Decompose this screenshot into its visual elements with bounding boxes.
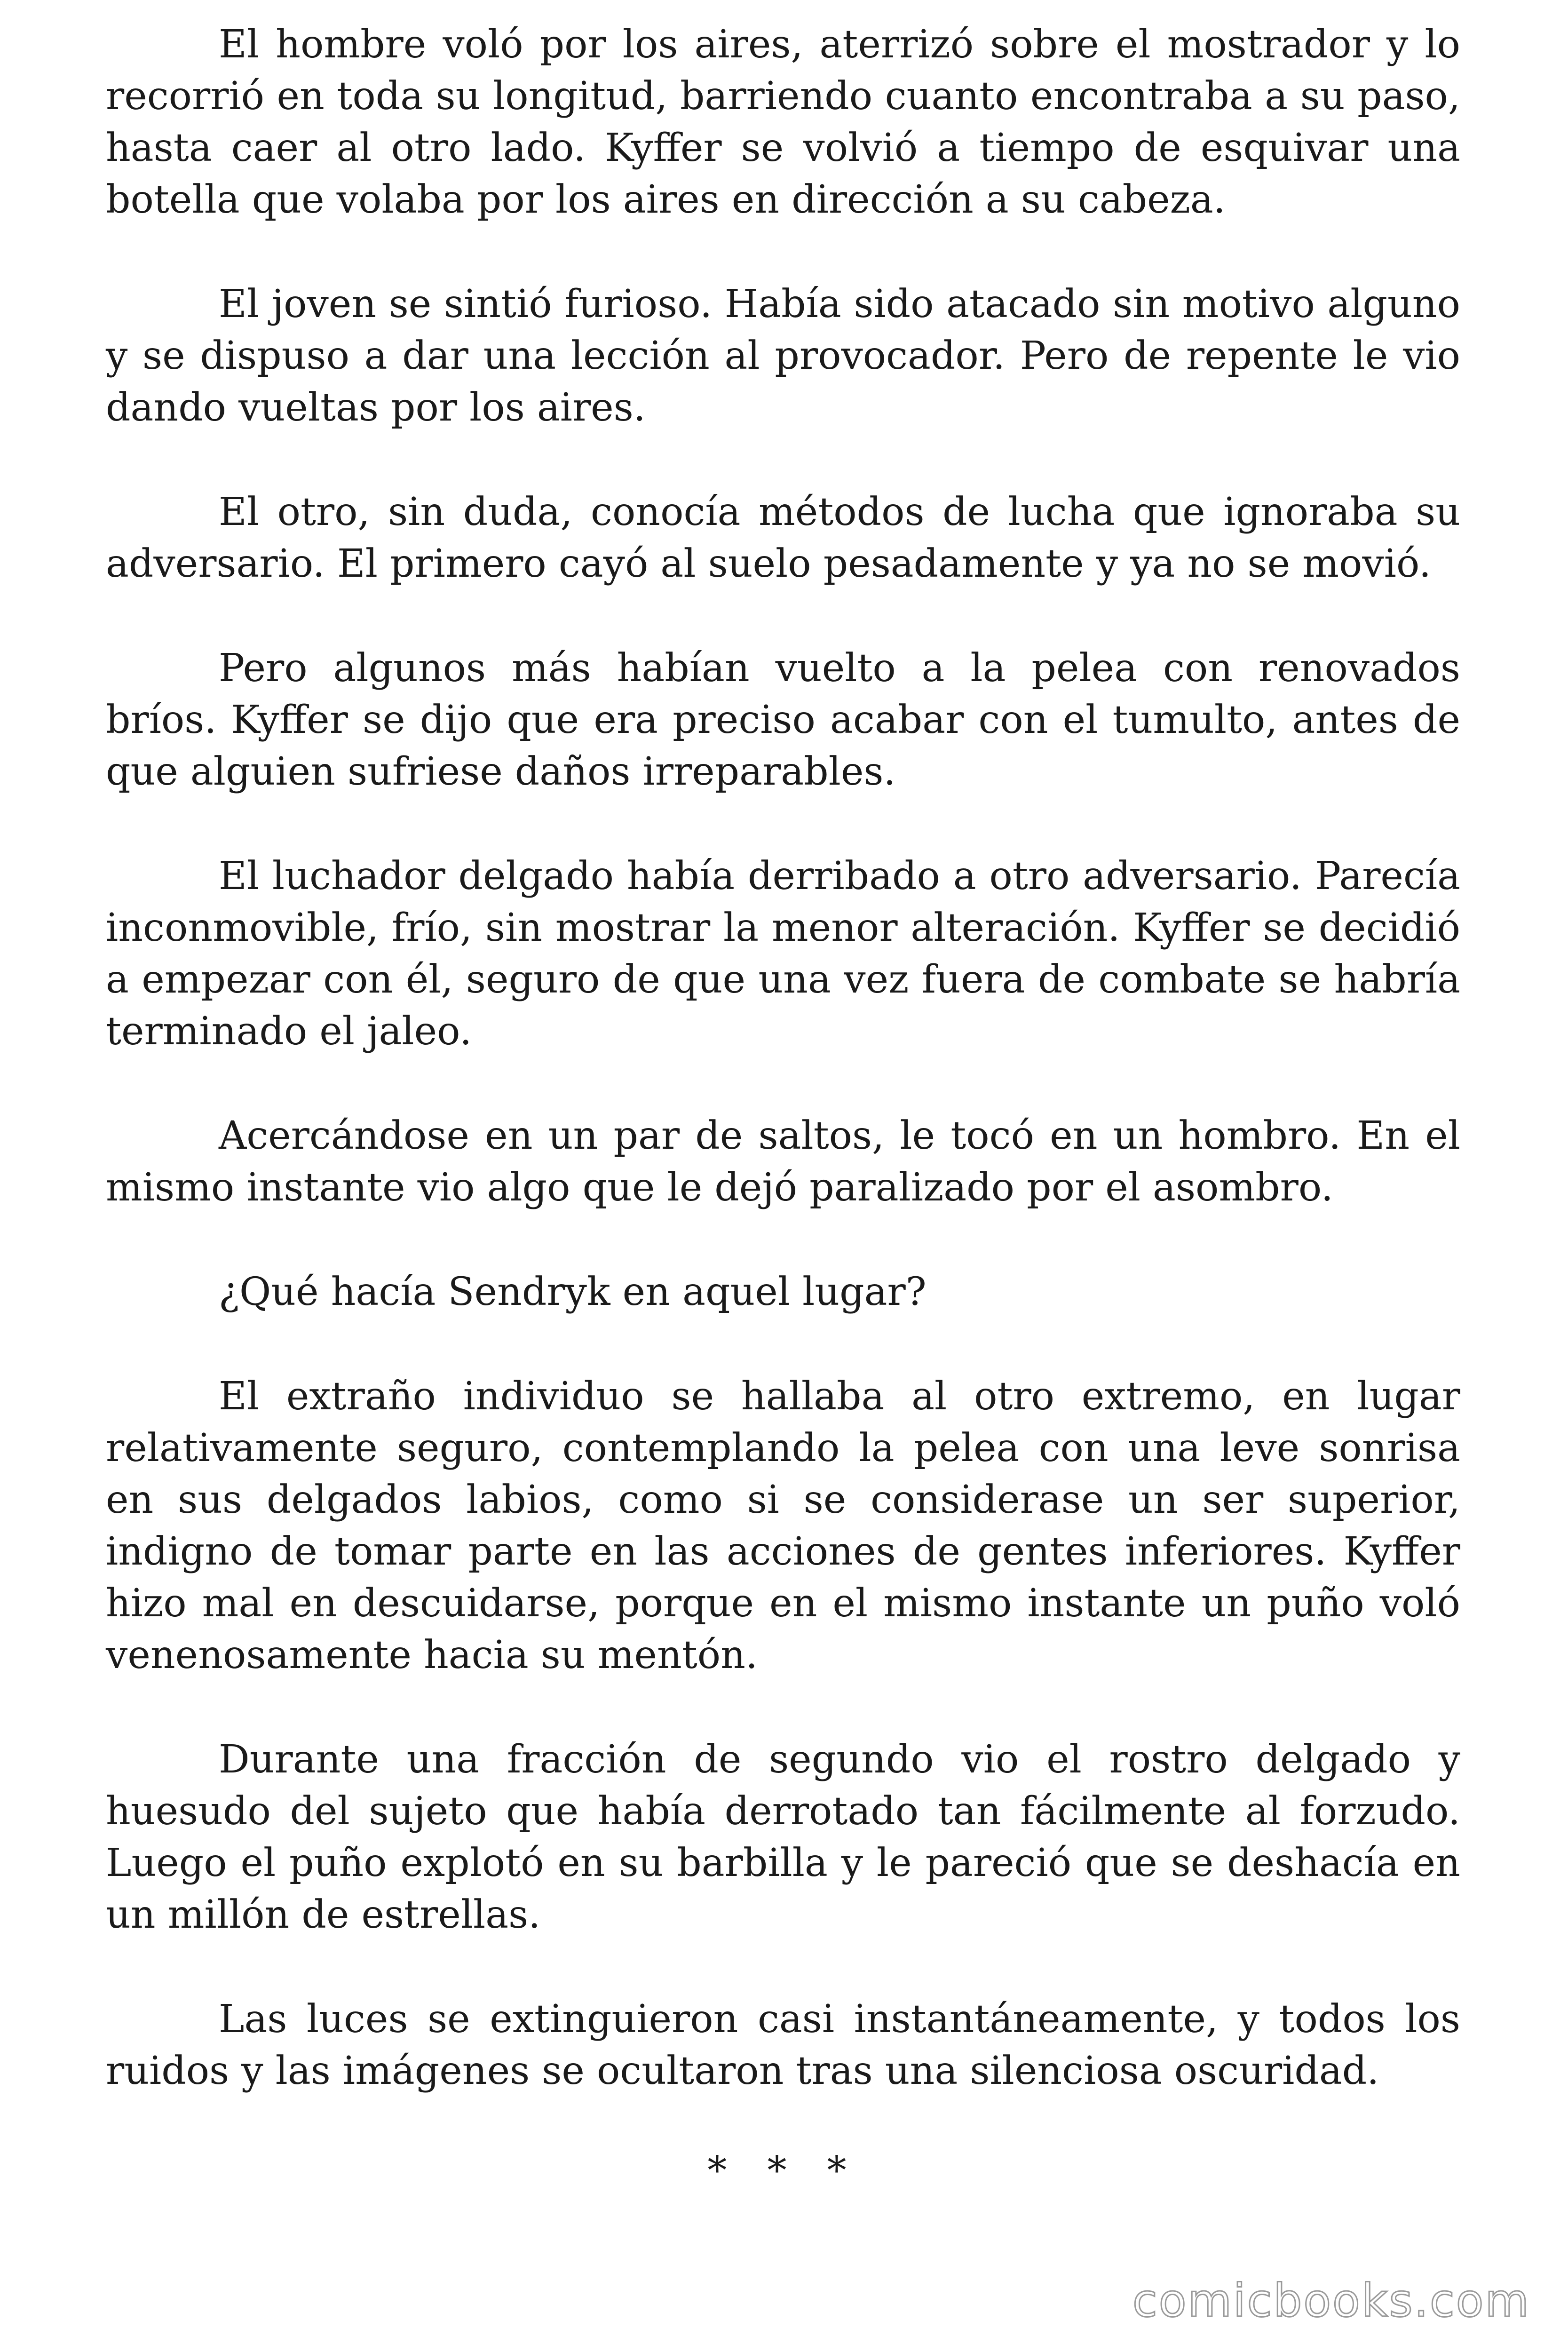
paragraph-4: Pero algunos más habían vuelto a la pelea con renovados bríos. Kyffer se dijo que era preciso acabar con el tumulto, antes de que alguien sufriese daños irreparables. — [106, 646, 1460, 794]
paragraph-7: ¿Qué hacía Sendryk en aquel lugar? — [219, 1270, 927, 1314]
paragraph-8: El extraño individuo se hallaba al otro extremo, en lugar relativamente seguro, contemplando la pelea con una leve sonrisa en sus delgados labios, como si se considerase un ser superior, indigno de tomar parte en las acciones de gentes inferiores. Kyffer hizo mal en descuidarse, porque en el mismo instante un puño voló venenosamente hacia su mentón. — [106, 1374, 1460, 1677]
text-body — [106, 19, 1460, 2150]
paragraph-5: El luchador delgado había derribado a otro adversario. Parecía inconmovible, frío, sin mostrar la menor alteración. Kyffer se decidió a empezar con él, seguro de que una vez fuera de combate se habría terminado el jaleo. — [106, 854, 1460, 1054]
watermark: comicbooks.com — [1132, 2274, 1530, 2327]
scene-separator: * * * — [707, 2148, 861, 2193]
paragraph-9: Durante una fracción de segundo vio el rostro delgado y huesudo del sujeto que había derrotado tan fácilmente al forzudo. Luego el puño explotó en su barbilla y le pareció que se deshacía en un millón de estrellas. — [106, 1737, 1460, 1937]
paragraph-2: El joven se sintió furioso. Había sido atacado sin motivo alguno y se dispuso a dar una lección al provocador. Pero de repente le vio dando vueltas por los aires. — [106, 282, 1460, 430]
paragraph-10: Las luces se extinguieron casi instantáneamente, y todos los ruidos y las imágenes se ocultaron tras una silenciosa oscuridad. — [106, 1997, 1460, 2093]
paragraph-6: Acercándose en un par de saltos, le tocó en un hombro. En el mismo instante vio algo que le dejó paralizado por el asombro. — [106, 1113, 1460, 1210]
paragraph-3: El otro, sin duda, conocía métodos de lucha que ignoraba su adversario. El primero cayó al suelo pesadamente y ya no se movió. — [106, 490, 1460, 586]
paragraph-1: El hombre voló por los aires, aterrizó sobre el mostrador y lo recorrió en toda su longitud, barriendo cuanto encontraba a su paso, hasta caer al otro lado. Kyffer se volvió a tiempo de esquivar una botella que volaba por los aires en dirección a su cabeza. — [106, 22, 1460, 222]
